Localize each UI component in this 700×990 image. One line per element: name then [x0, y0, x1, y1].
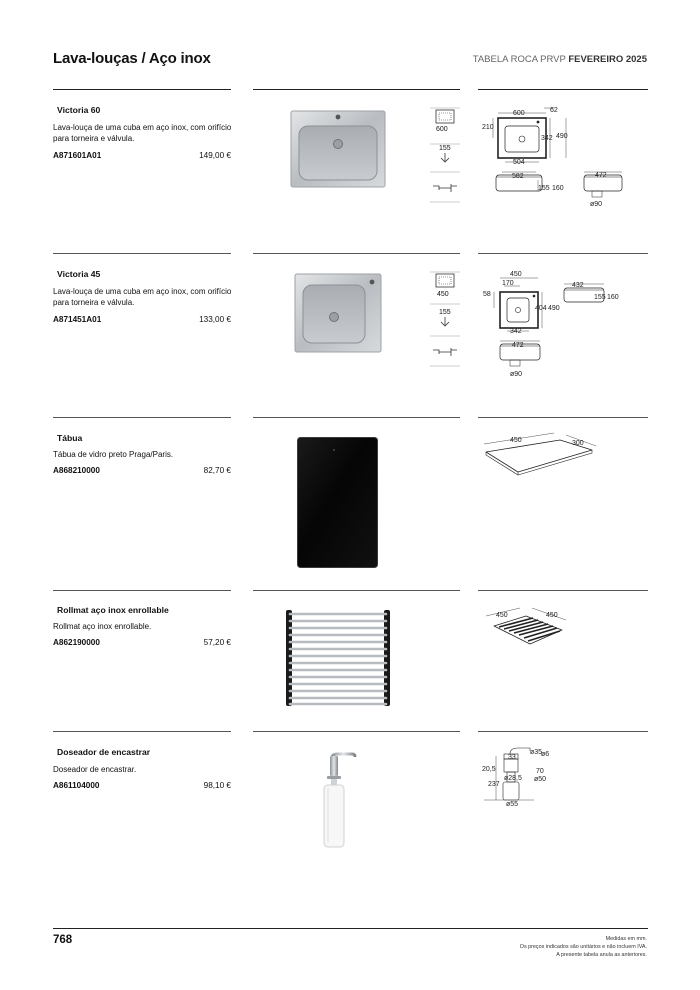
section-rule: [53, 731, 231, 732]
product-name: Victoria 45: [57, 269, 101, 279]
product-code: A861104000: [53, 781, 100, 790]
dim-label: ø6: [541, 751, 550, 758]
footer-note: Os preços indicados são unitários e não incluem IVA.: [519, 944, 647, 950]
mounting-icon: [433, 184, 457, 192]
dim-label: 342: [510, 328, 522, 335]
dim-label: 490: [548, 305, 560, 312]
installation-icons: [430, 268, 460, 368]
section-rule: [253, 590, 460, 591]
technical-drawing: [480, 268, 640, 380]
technical-drawing: [480, 430, 600, 480]
section-rule: [253, 417, 460, 418]
section-rule: [478, 253, 648, 254]
cabinet-width-label: 600: [436, 126, 448, 133]
footer-note: Medidas em mm.: [605, 936, 647, 942]
dim-label: 450: [496, 612, 508, 619]
dim-label: 432: [572, 282, 584, 289]
product-name: Doseador de encastrar: [57, 747, 151, 757]
product-code: A871451A01: [53, 315, 102, 324]
dim-label: 160: [607, 294, 619, 301]
dim-label: 450: [510, 271, 522, 278]
dim-label: 70: [536, 768, 544, 775]
section-rule: [253, 89, 460, 90]
dim-label: 62: [550, 107, 558, 114]
product-code: A868210000: [53, 466, 100, 475]
section-rule: [53, 253, 231, 254]
section-rule: [253, 731, 460, 732]
dim-label: 33: [508, 754, 516, 761]
section-rule: [478, 417, 648, 418]
technical-drawing: [480, 104, 640, 212]
dim-label: 472: [512, 342, 524, 349]
product-price: 149,00 €: [199, 151, 231, 160]
product-code: A871601A01: [53, 151, 102, 160]
mounting-icon: [433, 348, 457, 356]
dim-label: 600: [513, 110, 525, 117]
table-name: TABELA ROCA PRVP: [472, 54, 566, 65]
glass-board-photo: [297, 437, 378, 568]
installation-icons: [430, 104, 460, 204]
dim-label: 342: [541, 135, 553, 142]
page-title: Lava-louças / Aço inox: [53, 50, 211, 67]
product-description: Rollmat aço inox enrollable.: [53, 622, 152, 631]
page-number: 768: [53, 934, 73, 946]
section-rule: [478, 590, 648, 591]
dim-label: 155: [594, 294, 606, 301]
dim-label: 490: [556, 133, 568, 140]
footer-note: A presente tabela anula as anteriores.: [556, 952, 647, 958]
technical-drawing: [480, 604, 580, 654]
dim-label: 155: [538, 185, 550, 192]
dim-label: 404: [535, 305, 547, 312]
footer-rule: [53, 928, 648, 929]
dim-label: ø28,5: [504, 775, 522, 782]
product-code: A862190000: [53, 638, 100, 647]
rollmat-photo: [284, 608, 392, 708]
product-name: Victoria 60: [57, 105, 101, 115]
dim-label: 237: [488, 781, 500, 788]
section-rule: [478, 731, 648, 732]
depth-label: 155: [439, 309, 451, 316]
product-price: 133,00 €: [199, 315, 231, 324]
product-description: Lava-louça de uma cuba em aço inox, com orifício para torneira e válvula.: [53, 123, 232, 143]
section-rule: [53, 89, 231, 90]
product-description: Doseador de encastrar.: [53, 765, 137, 774]
cabinet-width-label: 450: [437, 291, 449, 298]
dim-label: ø55: [506, 801, 519, 808]
dim-label: ø90: [590, 201, 603, 208]
section-rule: [53, 417, 231, 418]
technical-drawing: [478, 746, 578, 808]
table-label: [473, 54, 647, 65]
product-price: 57,20 €: [203, 638, 231, 647]
table-date: FEVEREIRO 2025: [568, 54, 647, 65]
dim-label: 450: [546, 612, 558, 619]
product-description: Tábua de vidro preto Praga/Paris.: [53, 450, 174, 459]
sink-photo: [290, 110, 386, 188]
depth-label: 155: [439, 145, 451, 152]
sink-photo: [294, 273, 382, 353]
footer-notes: [520, 935, 647, 959]
dim-label: 20,5: [482, 766, 496, 773]
product-name: Tábua: [57, 433, 83, 443]
dim-label: 170: [502, 280, 514, 287]
dim-label: ø50: [534, 776, 547, 783]
soap-dispenser-photo: [318, 752, 358, 850]
dim-label: 300: [572, 440, 584, 447]
section-rule: [53, 590, 231, 591]
dim-label: 472: [595, 172, 607, 179]
dim-label: 160: [552, 185, 564, 192]
dim-label: 504: [513, 159, 525, 166]
product-name: Rollmat aço inox enrollable: [57, 605, 169, 615]
product-description: Lava-louça de uma cuba em aço inox, com orifício para torneira e válvula.: [53, 287, 232, 307]
dim-label: 450: [510, 437, 522, 444]
section-rule: [253, 253, 460, 254]
dim-label: 58: [483, 291, 491, 298]
dim-label: 210: [482, 124, 494, 131]
logo-mark: R: [333, 448, 336, 452]
product-price: 82,70 €: [203, 466, 231, 475]
dim-label: 582: [512, 173, 524, 180]
dim-label: ø35: [530, 749, 543, 756]
dim-label: ø90: [510, 371, 523, 378]
product-price: 98,10 €: [203, 781, 231, 790]
section-rule: [478, 89, 648, 90]
